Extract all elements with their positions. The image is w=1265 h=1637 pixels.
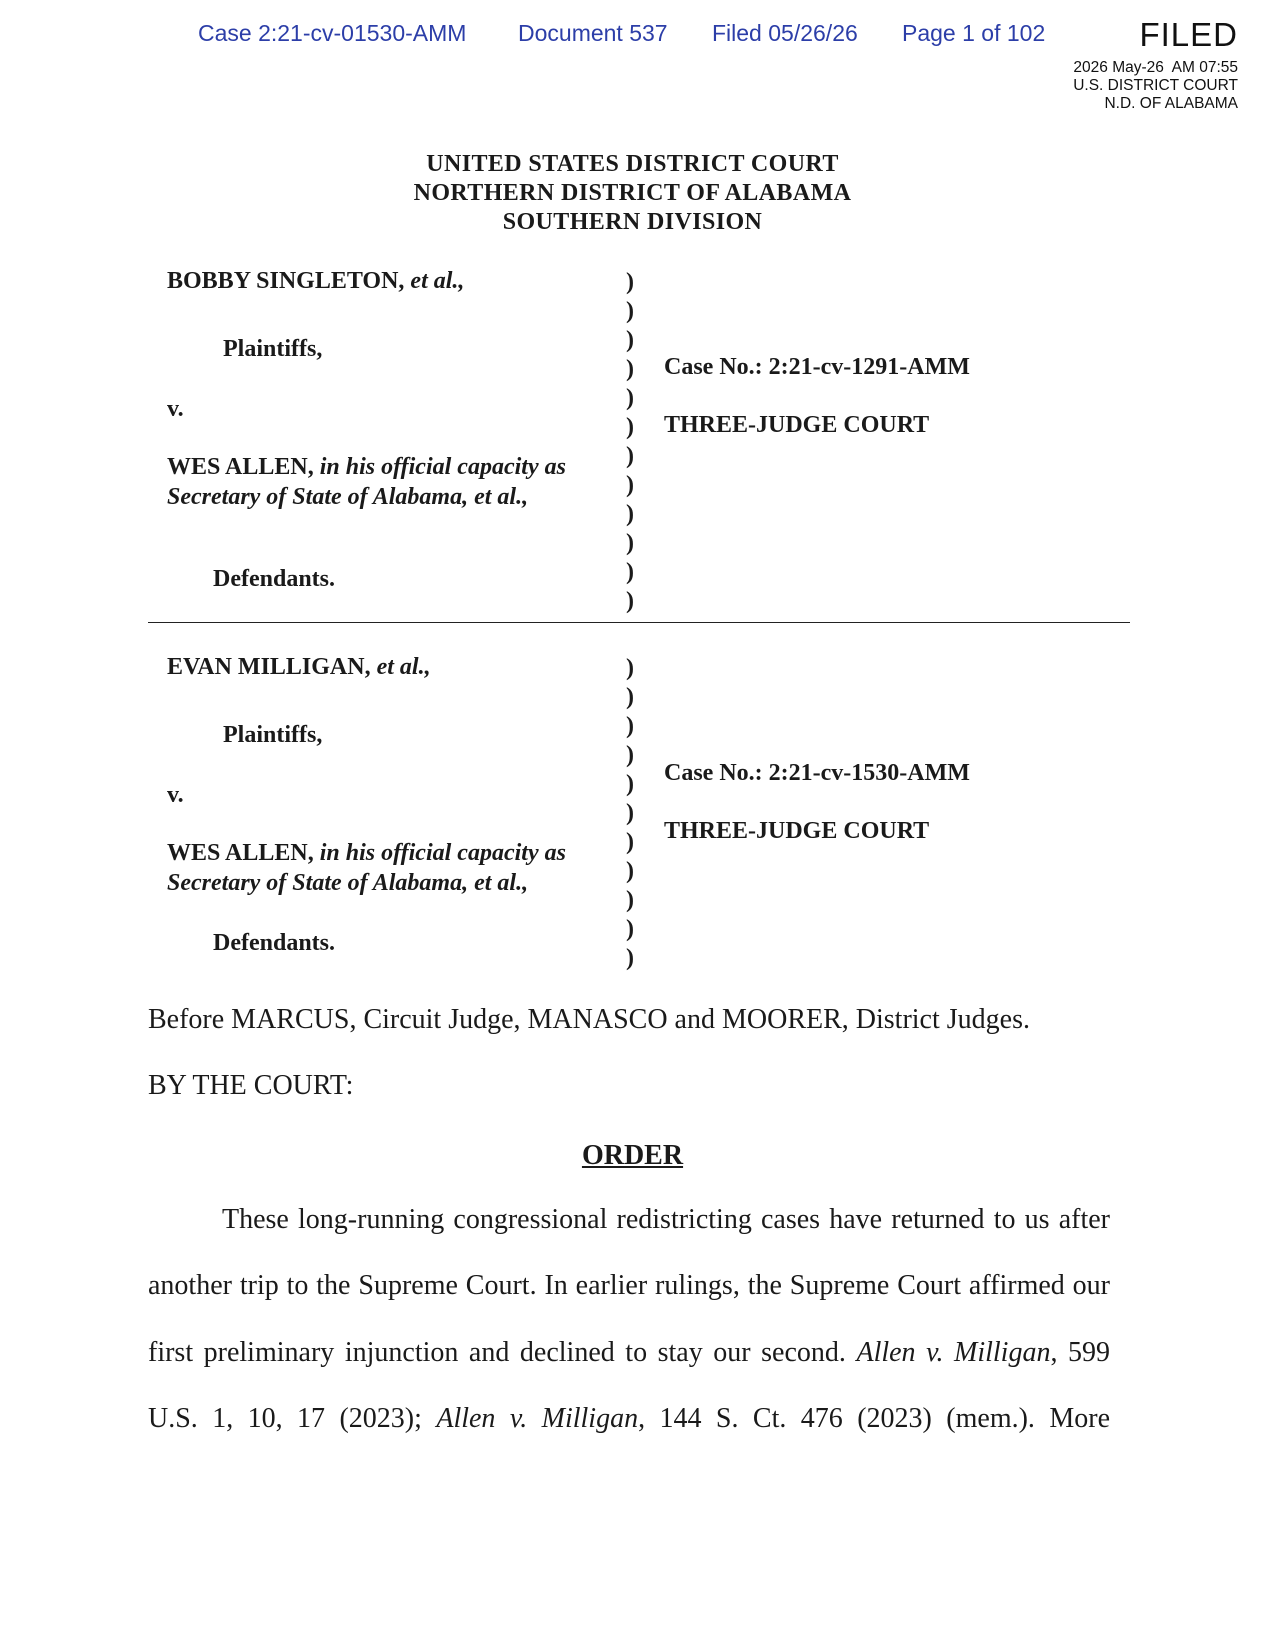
filed-stamp-court: U.S. DISTRICT COURT — [1073, 77, 1238, 94]
paren: ) — [626, 269, 634, 295]
filed-stamp-title: FILED — [1139, 16, 1238, 53]
caption1-defendant-capacity: in his official capacity as — [319, 454, 566, 480]
filed-stamp-district: N.D. OF ALABAMA — [1104, 95, 1238, 112]
caption1-defendant — [167, 452, 566, 512]
caption1-plaintiff-name: BOBBY SINGLETON, — [167, 268, 405, 294]
judicial-panel: Before MARCUS, Circuit Judge, MANASCO and MOORER, District Judges. — [148, 1004, 1030, 1035]
paren: ) — [626, 742, 634, 768]
paren: ) — [626, 385, 634, 411]
caption2-versus: v. — [167, 782, 184, 808]
paren: ) — [626, 443, 634, 469]
paren: ) — [626, 414, 634, 440]
paren: ) — [626, 829, 634, 855]
paren: ) — [626, 713, 634, 739]
paren: ) — [626, 655, 634, 681]
court-heading-line3: SOUTHERN DIVISION — [502, 209, 763, 235]
paren: ) — [626, 588, 634, 614]
paren: ) — [626, 858, 634, 884]
body-line-4-reporter: , 144 S. Ct. 476 (2023) (mem.). More — [638, 1403, 1110, 1434]
caption2-defendant-capacity: in his official capacity as — [319, 840, 566, 866]
paren: ) — [626, 559, 634, 585]
paren: ) — [626, 887, 634, 913]
caption1-defendants-label: Defendants. — [213, 566, 336, 592]
court-heading — [0, 150, 1265, 237]
paren: ) — [626, 472, 634, 498]
caption2-defendant — [167, 838, 566, 898]
caption2-plaintiff-name: EVAN MILLIGAN, — [167, 654, 371, 680]
caption2-case-number: Case No.: 2:21-cv-1530-AMM — [664, 760, 970, 786]
body-line-2: another trip to the Supreme Court. In earlier rulings, the Supreme Court affirmed our — [148, 1270, 1110, 1301]
caption1-defendant-capacity2: Secretary of State of Alabama, et al., — [167, 484, 529, 510]
caption2-paren-column — [626, 654, 634, 973]
caption1-paren-column — [626, 268, 634, 616]
citation-allen-v-milligan-2: Allen v. Milligan — [436, 1403, 639, 1434]
court-heading-line1: UNITED STATES DISTRICT COURT — [426, 151, 839, 177]
caption2-defendant-name: WES ALLEN, — [167, 840, 314, 866]
paren: ) — [626, 916, 634, 942]
paren: ) — [626, 298, 634, 324]
paren: ) — [626, 327, 634, 353]
body-line-3-reporter: , 599 — [1050, 1337, 1111, 1368]
body-line-3 — [148, 1337, 1110, 1369]
body-line-4-text: U.S. 1, 10, 17 (2023); — [148, 1403, 422, 1434]
caption2-defendants-label: Defendants. — [213, 930, 336, 956]
paren: ) — [626, 356, 634, 382]
filed-stamp-datetime: 2026 May-26 AM 07:55 — [1073, 59, 1238, 76]
body-line-1: These long-running congressional redistricting cases have returned to us after — [222, 1204, 1110, 1235]
order-title: ORDER — [581, 1140, 684, 1171]
filed-stamp — [1000, 59, 1238, 113]
caption2-court-type: THREE-JUDGE COURT — [664, 818, 930, 844]
ecf-filed-date: Filed 05/26/26 — [712, 20, 858, 46]
body-line-3-text: first preliminary injunction and declined to stay our second. — [148, 1337, 846, 1368]
ecf-case-number: Case 2:21-cv-01530-AMM — [198, 20, 467, 46]
caption1-versus: v. — [167, 396, 184, 422]
court-heading-line2: NORTHERN DISTRICT OF ALABAMA — [413, 180, 852, 206]
caption1-defendant-name: WES ALLEN, — [167, 454, 314, 480]
caption2-plaintiff — [167, 654, 431, 681]
paren: ) — [626, 800, 634, 826]
caption2-plaintiffs-label: Plaintiffs, — [223, 722, 323, 748]
paren: ) — [626, 684, 634, 710]
paren: ) — [626, 945, 634, 971]
by-the-court: BY THE COURT: — [148, 1070, 354, 1101]
caption2-defendant-capacity2: Secretary of State of Alabama, et al., — [167, 870, 529, 896]
citation-allen-v-milligan: Allen v. Milligan — [856, 1337, 1051, 1368]
caption1-plaintiff-etal: et al., — [410, 268, 465, 294]
caption1-case-number: Case No.: 2:21-cv-1291-AMM — [664, 354, 970, 380]
paren: ) — [626, 530, 634, 556]
caption1-plaintiffs-label: Plaintiffs, — [223, 336, 323, 362]
caption1-plaintiff — [167, 268, 464, 295]
body-line-4 — [148, 1403, 1110, 1435]
caption1-court-type: THREE-JUDGE COURT — [664, 412, 930, 438]
ecf-page-count: Page 1 of 102 — [902, 20, 1046, 46]
caption-divider — [148, 622, 1130, 623]
paren: ) — [626, 501, 634, 527]
paren: ) — [626, 771, 634, 797]
ecf-document-number: Document 537 — [518, 20, 668, 46]
caption2-plaintiff-etal: et al., — [376, 654, 431, 680]
